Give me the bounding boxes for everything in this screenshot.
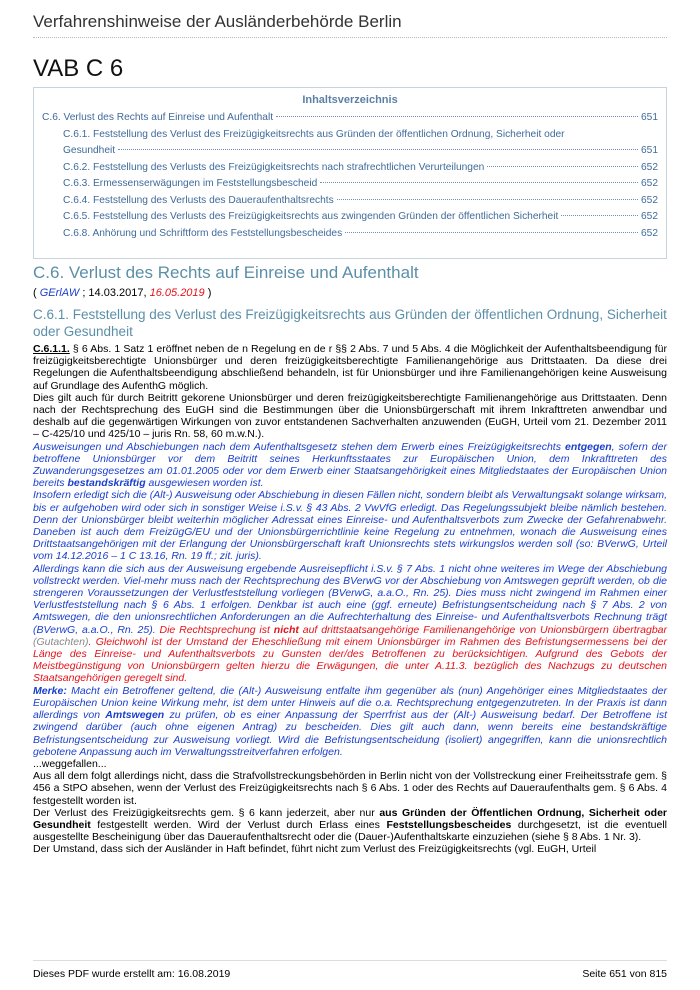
- gutachten-link[interactable]: (Gutachten): [33, 635, 89, 648]
- text-run-bold: Feststellungsbescheides: [386, 818, 512, 831]
- footer-page-number: Seite 651 von 815: [582, 968, 667, 980]
- paragraph-amended: Insofern erledigt sich die (Alt-) Ausweisung oder Abschiebung in diesen Fällen nicht, sondern bleibt als Verwaltungsakt solange wirksam, bis er aufgehoben wird oder sich in sonstiger Weise i.S.v. § 43 Abs. 2 VwVfG erledigt. Das Regelungssubjekt bleibe nämlich bestehen. Denn der Unionsbürger bleibt weiterhin möglicher Adressat eines Einreise- und Aufenthaltsverbots zum Zwecke der Gefahrenabwehr. Daneben ist auch dem FreizügG/EU und der Unionsbürgerrichtlinie keine Regelung zu entnehmen, wonach die Ausweisung eines Drittstaatsangehörigen mit der Erlangung der Unionsbürgerschaft kraft Unionsrechts stets wirkungslos werden soll (so: BVerwG, Urteil vom 14.12.2016 – 1 C 13.16, Rn. 19 ff.; zit. juris).: [33, 489, 667, 563]
- toc-leader: [118, 149, 638, 150]
- toc-entry-label: C.6.4. Feststellung des Verlusts des Daueraufenthaltsrechts: [63, 194, 334, 206]
- toc-leader: [276, 116, 638, 117]
- text-run: festgestellt werden. Wird der Verlust durch Erlass eines: [90, 818, 387, 831]
- subsection-heading: C.6.1. Feststellung des Verlust des Freizügigkeitsrechts aus Gründen der öffentlichen Ordnung, Sicherheit oder Gesundheit: [33, 307, 667, 339]
- paragraph: [33, 807, 667, 844]
- text-run-bold: bestandskräftig: [67, 477, 146, 490]
- source-close: ): [204, 287, 212, 299]
- source-line: [33, 287, 211, 299]
- text-run-new: Die Rechtsprechung ist: [159, 623, 274, 636]
- toc-leader: [561, 215, 638, 216]
- document-title: VAB C 6: [33, 55, 124, 82]
- toc-entry-page: 652: [641, 194, 658, 206]
- paragraph: [33, 343, 667, 392]
- paragraph-number: C.6.1.1.: [33, 343, 70, 355]
- text-run-new-bold: nicht: [273, 623, 299, 636]
- text-run: zu prüfen, ob es einer Anpassung der Sperrfrist aus der (Alt-) Ausweisung bedarf. Der Betroffene ist zwingend darüber (auch ohne eigenen Antrag) zu bescheiden. Dies gilt auch dann, wenn bereits eine bestandskräftige Befristungsentscheidung zur Ausweisung vorliegt. Wird die Befristungsentscheidung (isoliert) angegriffen, kann die unionsrechtlich gebotene Anpassung auch im Verwaltungsstreitverfahren erfolgen.: [33, 709, 667, 758]
- toc-entry-label: C.6.3. Ermessenserwägungen im Feststellungsbescheid: [63, 178, 318, 189]
- text-run: durchgesetzt, ist die eventuell ausgestellte Bescheinigung über das Daueraufenthaltsrecht oder die (Dauer-)Aufenthaltskarte einzuziehen (siehe § 8 Abs. 1 Nr. 3).: [33, 818, 668, 844]
- toc-entry-page: 651: [641, 112, 658, 123]
- source-law-link[interactable]: GErlAW: [39, 287, 80, 299]
- text-run: Der Verlust des Freizügigkeitsrechts gem. § 6 kann jederzeit, aber nur: [33, 806, 380, 819]
- paragraph-amended: [33, 563, 667, 685]
- toc-entry-label-continuation: Gesundheit: [63, 145, 116, 156]
- body-text: [33, 343, 667, 856]
- toc-link-c63[interactable]: [42, 176, 658, 193]
- toc-entry-label: C.6.5. Feststellung des Verlusts des Freizügigkeitsrechts aus zwingenden Gründen der öffentlichen Sicherheit: [63, 211, 559, 222]
- toc-entries: [42, 110, 658, 242]
- header-divider: [33, 37, 667, 38]
- toc-entry-page: 652: [641, 211, 658, 222]
- toc-entry-label: C.6. Verlust des Rechts auf Einreise und Aufenthalt: [42, 112, 274, 123]
- toc-link-c61-line1[interactable]: [42, 127, 658, 144]
- text-run: Macht ein Betroffener geltend, die (Alt-) Ausweisung entfalte ihm gegenüber als (nun) Angehöriger eines Mitgliedstaates der Europäischen Union keine Wirkung mehr, ist dem unter Hinweis auf die o.a. Rechtsprechung entgegenzutreten. In der Praxis ist dann allerdings von: [33, 684, 667, 722]
- text-run-bold: aus Gründen der Öffentlichen Ordnung, Sicherheit oder Gesundheit: [33, 806, 667, 831]
- text-run-new: . Gleichwohl ist der Umstand der Eheschließung mit einem Unionsbürger im Rahmen des Befristungsermessens bei der Länge des Einreise- und Aufenthaltsverbots zu Gunsten der/des Betroffenen zu berücksichtigen. Aufgrund des Gebots der Meistbegünstigung von Unionsbürgern gelten hierzu die Erwägungen, die unter A.11.3. bezüglich des Nachzugs zu deutschen Staatsangehörigen geregelt sind.: [33, 635, 667, 685]
- toc-entry-page: 652: [641, 227, 658, 239]
- source-date: 16.05.2019: [149, 287, 205, 299]
- footer-divider: [33, 960, 667, 961]
- section-heading: C.6. Verlust des Rechts auf Einreise und Aufenthalt: [33, 263, 419, 282]
- paragraph: Dies gilt auch für durch Beitritt gekorene Unionsbürger und deren freizügigkeitsberechtigte Familienangehörige aus Drittstaaten. Denn nach der Rechtsprechung des EuGH sind die Bestimmungen über die Unionsbürgerschaft mit ihrem Inkrafttreten anwendbar und deshalb auf die gegenwärtigen Wirkungen von zuvor entstandenen Sachverhalten anzuwenden (EuGH, Urteil vom 21. Dezember 2011 – C-425/10 und 425/10 – juris Rn. 58, 60 m.w.N.).: [33, 391, 667, 441]
- toc-link-c61-line2[interactable]: [42, 143, 658, 160]
- paragraph-text: § 6 Abs. 1 Satz 1 eröffnet neben de n Regelung en de r §§ 2 Abs. 7 und 5 Abs. 4 die Möglichkeit der Aufenthaltsbeendigung für freizügigkeitsberechtigte Unionsbürger und deren freizügigkeitsberechtigte Familienangehörige aus Drittstaaten. Da diese drei Regelungen die Aufenthaltsbeendigung abschließend behandeln, ist für Unionsbürger und ihre Familienangehörigen keine Ausweisung auf Grundlage des AufenthG möglich.: [33, 343, 667, 392]
- table-of-contents: [33, 87, 667, 259]
- toc-entry-page: 652: [641, 161, 658, 173]
- note-label: Merke:: [33, 684, 67, 697]
- source-sep: ; 14.03.2017,: [79, 287, 150, 299]
- footer-created-date: Dieses PDF wurde erstellt am: 16.08.2019: [33, 968, 231, 980]
- paragraph-note: [33, 685, 667, 758]
- toc-link-c62[interactable]: [42, 160, 658, 177]
- toc-leader: [487, 166, 638, 167]
- text-run-bold: Amtswegen: [105, 709, 165, 722]
- text-run-bold: entgegen: [565, 440, 612, 453]
- text-run: , sofern der betroffene Unionsbürger vor dem Beitritt seines Herkunftsstaates zur Europäischen Union, dem Inkrafttreten des Zuwanderungsgesetzes am 01.01.2005 oder vor dem Erwerb einer Staatsangehörigkeit eines Mitgliedstaates der Europäischen Union bereits: [33, 440, 667, 490]
- paragraph-amended: [33, 441, 667, 490]
- text-run: Ausweisungen und Abschiebungen nach dem Aufenthaltsgesetz stehen dem Erwerb eines Freizügigkeitsrechts: [33, 440, 565, 453]
- toc-heading: Inhaltsverzeichnis: [302, 94, 398, 106]
- toc-entry-label: C.6.8. Anhörung und Schriftform des Feststellungsbescheides: [63, 227, 343, 239]
- paragraph: ...weggefallen...: [33, 757, 107, 770]
- toc-link-c6[interactable]: [42, 110, 658, 127]
- toc-leader: [320, 182, 638, 183]
- toc-entry-label: C.6.2. Feststellung des Verlusts des Freizügigkeitsrechts nach strafrechtlichen Verurteilungen: [63, 161, 485, 173]
- toc-entry-page: 651: [641, 145, 658, 156]
- toc-leader: [345, 232, 638, 233]
- toc-entry-label: C.6.1. Feststellung des Verlust des Freizügigkeitsrechts aus Gründen der öffentlichen Ordnung, Sicherheit oder: [63, 128, 565, 140]
- toc-entry-page: 652: [641, 178, 658, 189]
- paragraph: Aus all dem folgt allerdings nicht, dass die Strafvollstreckungsbehörden in Berlin nicht von der Vollstreckung einer Freiheitsstrafe gem. § 456 a StPO absehen, wenn der Verlust des Freizügigkeitsrechts nach § 6 Abs. 1 oder des Rechts auf Daueraufenthalts gem. § 6 Abs. 4 festgestellt worden ist.: [33, 770, 667, 807]
- text-run: Allerdings kann die sich aus der Ausweisung ergebende Ausreisepflicht i.S.v. § 7 Abs. 1 nicht ohne weiteres im Wege der Abschiebung vollstreckt werden. Viel-mehr muss nach der Rechtsprechung des BVerwG vor der Abschiebung von Amtswegen geprüft werden, ob die strengeren Voraussetzungen der Verlustfeststellung vorliegen (BVerwG, a.a.O., Rn. 25). Dies muss nicht zwingend im Rahmen einer Verlustfeststellung nach § 6 Abs. 1 erfolgen. Denkbar ist auch eine (ggf. erneute) Befristungsentscheidung nach § 7 Abs. 2 von Amtswegen, die den unionsrechtlichen Anforderungen an die Aufrechterhaltung des Einreise- und Aufenthaltsverbots Rechnung trägt (BVerwG, a.a.O., Rn. 25).: [33, 562, 667, 636]
- toc-link-c68[interactable]: [42, 226, 658, 243]
- text-run-new: auf drittstaatsangehörige Familienangehörige von Unionsbürgern übertragbar: [298, 623, 667, 636]
- toc-link-c65[interactable]: [42, 209, 658, 226]
- source-open: (: [33, 287, 40, 299]
- running-header: Verfahrenshinweise der Ausländerbehörde Berlin: [33, 12, 402, 31]
- toc-link-c64[interactable]: [42, 193, 658, 210]
- paragraph: Der Umstand, dass sich der Ausländer in Haft befindet, führt nicht zum Verlust des Freizügigkeitsrechts (vgl. EuGH, Urteil: [33, 843, 597, 856]
- toc-leader: [337, 199, 638, 200]
- text-run: ausgewiesen worden ist.: [145, 477, 264, 490]
